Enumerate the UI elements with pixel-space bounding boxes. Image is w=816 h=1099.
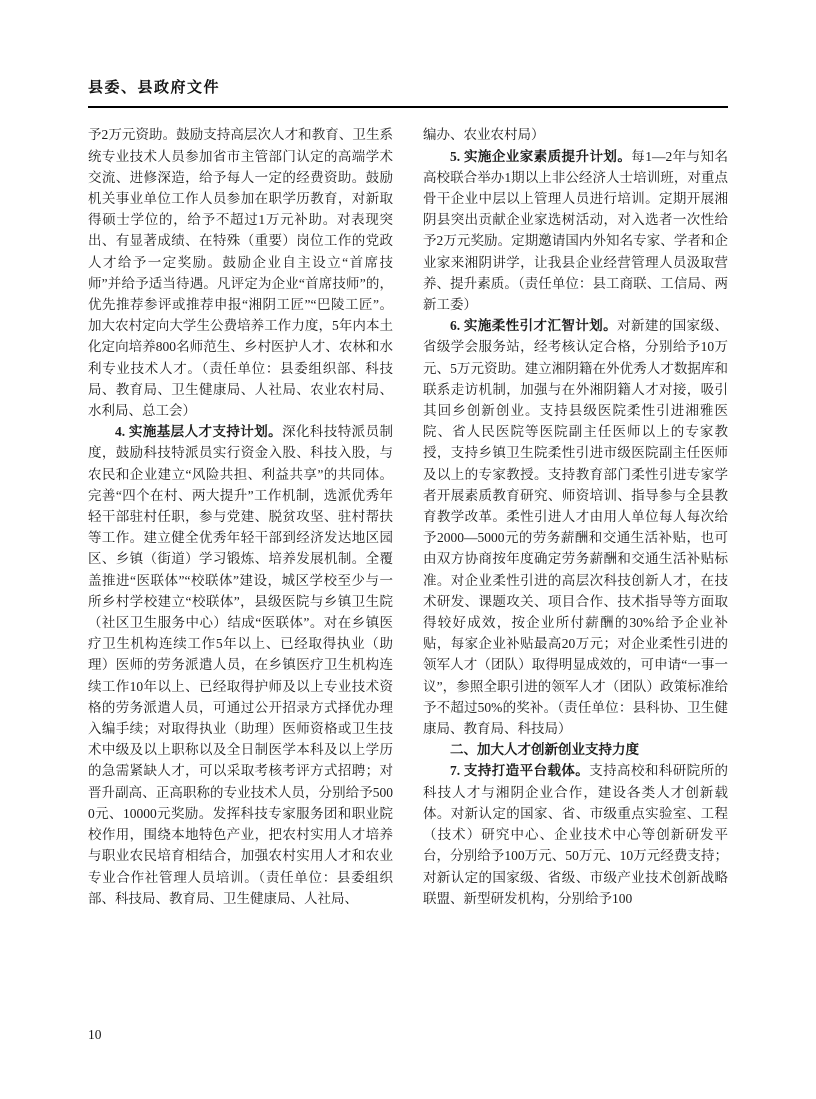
paragraph-continuation: [423, 124, 728, 145]
paragraph-lead: 4. 实施基层人才支持计划。: [115, 424, 283, 440]
header-title: 县委、县政府文件: [88, 79, 221, 96]
paragraph-text: 支持高校和科研院所的科技人才与湘阴企业合作，建设各类人才创新载体。对新认定的国家、省、市级重点实验室、工程（技术）研究中心、企业技术中心等创新研发平台，分别给予100万元、50万元、10万元经费支持；对新认定的国家级、省级、市级产业技术创新战略联盟、新型研发机构，分别给予100: [423, 763, 728, 906]
page-header: [88, 76, 728, 108]
header-rule: [88, 106, 728, 108]
paragraph-lead: 5. 实施企业家素质提升计划。: [450, 148, 632, 164]
paragraph-text: 对新建的国家级、省级学会服务站，经考核认定合格，分别给予10万元、5万元资助。建立湘阴籍在外优秀人才数据库和联系走访机制，加强与在外湘阴籍人才对接，吸引其回乡创新创业。支持县级医院柔性引进湘雅医院、省人民医院等医院副主任医师以上的专家教授，支持乡镇卫生院柔性引进市级医院副主任医师及以上的专家教授。支持教育部门柔性引进专家学者开展素质教育研究、师资培训、指导参与全县教育教学改革。柔性引进人才由用人单位每人每次给予2000—5000元的劳务薪酬和交通生活补贴，也可由双方协商按年度确定劳务薪酬和交通生活补贴标准。对企业柔性引进的高层次科技创新人才，在技术研发、课题攻关、项目合作、技术指导等方面取得较好成效，按企业所付薪酬的30%给予企业补贴，每家企业补贴最高20万元；对企业柔性引进的领军人才（团队）取得明显成效的，可申请“一事一议”，参照全职引进的领军人才（团队）政策标准给予不超过50%的奖补。（责任单位：县科协、卫生健康局、教育局、科技局）: [423, 318, 728, 737]
section-heading-text: 二、加大人才创新创业支持力度: [450, 742, 639, 758]
page-number: 10: [88, 1027, 102, 1042]
paragraph-item-6: [423, 315, 728, 739]
paragraph-lead: 6. 实施柔性引才汇智计划。: [450, 318, 618, 334]
right-column: [423, 124, 728, 1024]
paragraph-text: 深化科技特派员制度，鼓励科技特派员实行资金入股、科技入股，与农民和企业建立“风险共担、利益共享”的共同体。完善“四个在村、两大提升”工作机制，选派优秀年轻干部驻村任职，参与党建、脱贫攻坚、驻村帮扶等工作。建立健全优秀年轻干部到经济发达地区园区、乡镇（街道）学习锻炼、培养发展机制。全覆盖推进“医联体”“校联体”建设，城区学校至少与一所乡村学校建立“校联体”，县级医院与乡镇卫生院（社区卫生服务中心）结成“医联体”。对在乡镇医疗卫生机构连续工作5年以上、已经取得执业（助理）医师的劳务派遣人员，在乡镇医疗卫生机构连续工作10年以上、已经取得护师及以上专业技术资格的劳务派遣人员，可通过公开招录方式择优办理入编手续；对取得执业（助理）医师资格或卫生技术中级及以上职称以及全日制医学本科及以上学历的急需紧缺人才，可以采取考核考评方式招聘；对晋升副高、正高职称的专业技术人员，分别给予5000元、10000元奖励。发挥科技专家服务团和职业院校作用，围绕本地特色产业，把农村实用人才培养与职业农民培育相结合，加强农村实用人才和农业专业合作社管理人员培训。（责任单位：县委组织部、科技局、教育局、卫生健康局、人社局、: [88, 424, 394, 906]
paragraph-item-7: [423, 760, 728, 908]
paragraph-text: 每1—2年与知名高校联合举办1期以上非公经济人士培训班，对重点骨干企业中层以上管理人员进行培训。定期开展湘阴县突出贡献企业家选树活动，对入选者一次性给予2万元奖励。定期邀请国内外知名专家、学者和企业家来湘阴讲学，让我县企业经营管理人员汲取营养、提升素质。（责任单位：县工商联、工信局、两新工委）: [423, 148, 728, 313]
paragraph-continuation: [88, 124, 393, 421]
paragraph-text: 予2万元资助。鼓励支持高层次人才和教育、卫生系统专业技术人员参加省市主管部门认定的高端学术交流、进修深造，给予每人一定的经费资助。鼓励机关事业单位工作人员参加在职学历教育，对新取得硕士学位的，给予不超过1万元补助。对表现突出、有显著成绩、在特殊（重要）岗位工作的党政人才给予一定奖励。鼓励企业自主设立“首席技师”并给予适当待遇。凡评定为企业“首席技师”的，优先推荐参评或推荐申报“湘阴工匠”“巴陵工匠”。加大农村定向大学生公费培养工作力度，5年内本土化定向培养800名师范生、乡村医护人才、农林和水利专业技术人才。（责任单位：县委组织部、科技局、教育局、卫生健康局、人社局、农业农村局、水利局、总工会）: [88, 127, 393, 419]
paragraph-lead: 7. 支持打造平台载体。: [450, 763, 590, 779]
paragraph-item-4: [88, 421, 393, 909]
paragraph-item-5: [423, 146, 728, 316]
section-heading: [423, 739, 728, 760]
left-column: [88, 124, 393, 1024]
paragraph-text: 编办、农业农村局）: [423, 127, 545, 143]
document-body: [88, 124, 728, 1024]
